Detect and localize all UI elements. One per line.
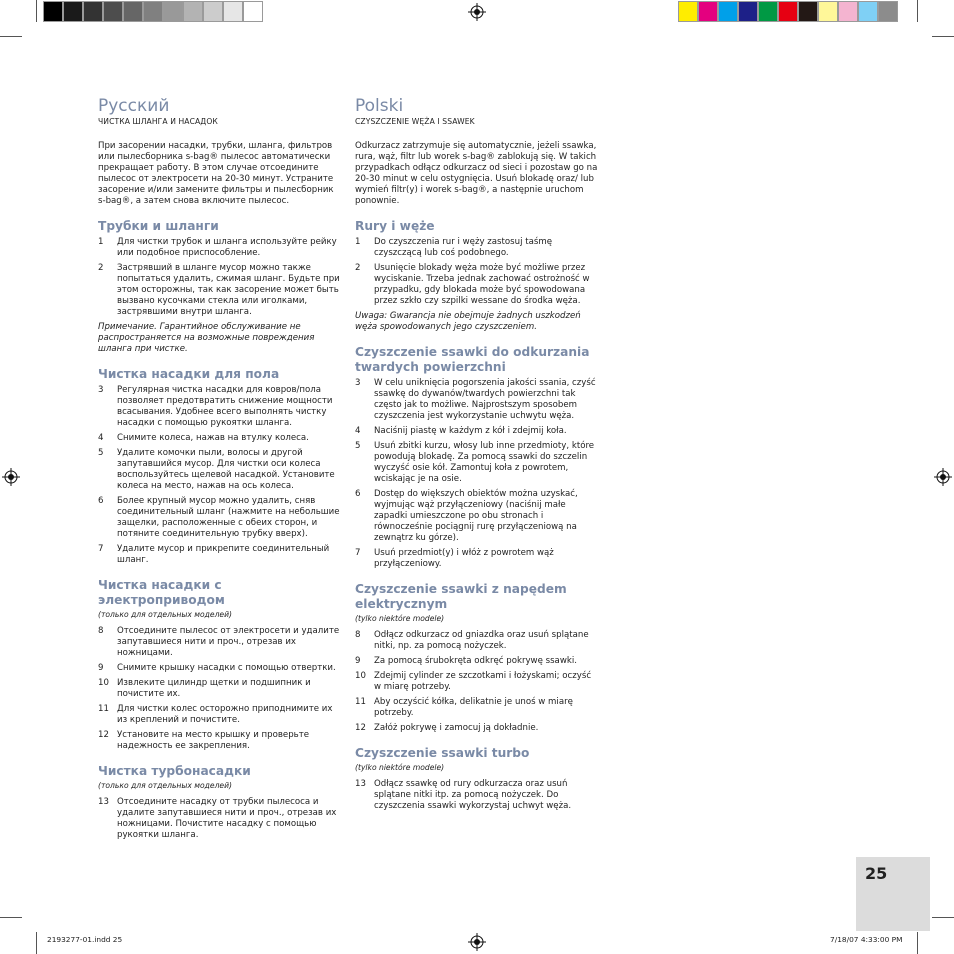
model-note: (только для отдельных моделей) xyxy=(98,781,233,790)
item-number: 3 xyxy=(355,378,361,388)
polish-column xyxy=(355,97,600,816)
list-item xyxy=(355,378,600,422)
list-item xyxy=(98,663,343,674)
item-number: 12 xyxy=(355,723,366,733)
item-number: 9 xyxy=(355,656,361,666)
item-text: Załóż pokrywę i zamocuj ją dokładnie. xyxy=(374,723,539,733)
item-text: Zdejmij cylinder ze szczotkami i łożyskami; oczyść w miarę potrzeby. xyxy=(374,671,592,692)
item-text: Odłącz odkurzacz od gniazdka oraz usuń splątane nitki, np. za pomocą nożyczek. xyxy=(374,630,589,651)
language-heading: Русский xyxy=(98,96,170,116)
instruction-list xyxy=(355,237,600,307)
item-text: Установите на место крышку и проверьте надежность ее закрепления. xyxy=(117,730,310,751)
color-swatch xyxy=(738,1,758,22)
model-note: (tylko niektóre modele) xyxy=(355,614,445,623)
color-swatch xyxy=(163,1,183,22)
list-item xyxy=(98,626,343,659)
section-heading: Czyszczenie ssawki z napędem elektrycznym xyxy=(355,582,567,611)
instruction-list xyxy=(98,237,343,318)
note-text: Примечание. Гарантийное обслуживание не распространяется на возможные повреждения шланга при чистке. xyxy=(98,322,315,354)
instruction-list xyxy=(355,779,600,812)
item-text: Удалите комочки пыли, волосы и другой запутавшийся мусор. Для чистки оси колеса воспользуйтесь щелевой насадкой. Установите колеса на место, нажав на ось колеса. xyxy=(117,448,335,491)
item-number: 5 xyxy=(355,441,361,451)
item-number: 6 xyxy=(355,489,361,499)
instruction-list xyxy=(98,626,343,752)
list-item xyxy=(98,797,343,841)
list-item xyxy=(98,544,343,566)
color-swatch xyxy=(698,1,718,22)
color-swatch xyxy=(43,1,63,22)
color-swatch xyxy=(838,1,858,22)
list-item xyxy=(355,426,600,437)
list-item xyxy=(98,448,343,492)
list-item xyxy=(355,263,600,307)
item-text: Для чистки трубок и шланга используйте рейку или подобное приспособление. xyxy=(117,237,337,258)
list-item xyxy=(355,237,600,259)
list-item xyxy=(355,630,600,652)
color-swatch xyxy=(858,1,878,22)
list-item xyxy=(98,496,343,540)
crop-mark xyxy=(932,917,954,918)
list-item xyxy=(98,730,343,752)
item-number: 2 xyxy=(98,263,104,273)
section-heading: Чистка насадки для пола xyxy=(98,367,280,381)
registration-mark-icon xyxy=(934,468,952,486)
item-text: Для чистки колес осторожно приподнимите их из креплений и почистите. xyxy=(117,704,333,725)
item-number: 8 xyxy=(355,630,361,640)
crop-mark xyxy=(36,932,37,954)
list-item xyxy=(98,385,343,429)
item-number: 8 xyxy=(98,626,104,636)
section-heading: Чистка турбонасадки xyxy=(98,764,251,778)
item-text: Отсоедините пылесос от электросети и удалите запутавшиеся нити и проч., отрезав их ножницами. xyxy=(117,626,340,658)
item-text: Застрявший в шланге мусор можно также попытаться удалить, сжимая шланг. Будьте при этом осторожны, так как засорение может быть вызвано кусочками стекла или иголками, застрявшими внутри шланга. xyxy=(117,263,340,317)
item-number: 13 xyxy=(98,797,109,807)
list-item xyxy=(355,671,600,693)
list-item xyxy=(355,489,600,544)
color-swatch xyxy=(718,1,738,22)
item-number: 5 xyxy=(98,448,104,458)
crop-mark xyxy=(917,0,918,22)
item-text: Удалите мусор и прикрепите соединительный шланг. xyxy=(117,544,330,565)
item-number: 2 xyxy=(355,263,361,273)
item-number: 9 xyxy=(98,663,104,673)
list-item xyxy=(355,441,600,485)
list-item xyxy=(98,433,343,444)
item-number: 12 xyxy=(98,730,109,740)
item-number: 6 xyxy=(98,496,104,506)
color-swatch xyxy=(678,1,698,22)
color-swatch xyxy=(103,1,123,22)
instruction-list xyxy=(98,797,343,841)
color-swatch xyxy=(778,1,798,22)
color-swatch xyxy=(83,1,103,22)
instruction-list xyxy=(355,378,600,570)
item-number: 7 xyxy=(98,544,104,554)
item-number: 4 xyxy=(355,426,361,436)
list-item xyxy=(98,237,343,259)
item-text: Usuń zbitki kurzu, włosy lub inne przedmioty, które powodują blokadę. Za pomocą ssawki do szczelin wyczyść osie kół. Zamontuj koła z powrotem, wciskając je na osie. xyxy=(374,441,595,484)
crop-mark xyxy=(0,36,22,37)
item-number: 7 xyxy=(355,548,361,558)
item-number: 11 xyxy=(355,697,366,707)
crop-mark xyxy=(36,0,37,22)
footer-timestamp: 7/18/07 4:33:00 PM xyxy=(830,935,903,944)
color-swatch xyxy=(203,1,223,22)
item-number: 11 xyxy=(98,704,109,714)
item-text: Снимите колеса, нажав на втулку колеса. xyxy=(117,433,309,443)
color-swatch xyxy=(243,1,263,22)
model-note: (только для отдельных моделей) xyxy=(98,610,233,619)
footer-file-info: 2193277-01.indd 25 xyxy=(47,935,123,944)
item-text: Aby oczyścić kółka, delikatnie je unoś w miarę potrzeby. xyxy=(374,697,573,718)
page-number-box xyxy=(856,857,930,931)
instruction-list xyxy=(98,385,343,566)
item-number: 10 xyxy=(98,678,109,688)
page-number: 25 xyxy=(865,864,888,883)
item-text: Снимите крышку насадки с помощью отвертки. xyxy=(117,663,336,673)
intro-paragraph: Odkurzacz zatrzymuje się automatycznie, jeżeli ssawka, rura, wąż, filtr lub worek s-bag® zablokują się. W takich przypadkach odłącz odkurzacz od sieci i pozostaw go na 20-30 minut w celu ostygnięcia. Usuń blokadę oraz/ lub wymień filtr(y) i worek s-bag®, a następnie uruchom ponownie. xyxy=(355,141,598,206)
item-text: Отсоедините насадку от трубки пылесоса и удалите запутавшиеся нити и проч., отрезав их ножницами. Почистите насадку с помощью рукоятки шланга. xyxy=(117,797,337,840)
instruction-list xyxy=(355,630,600,734)
crop-mark xyxy=(917,932,918,954)
list-item xyxy=(355,723,600,734)
section-heading: Czyszczenie ssawki turbo xyxy=(355,746,530,760)
color-swatch xyxy=(223,1,243,22)
item-text: Извлеките цилиндр щетки и подшипник и почистите их. xyxy=(117,678,311,699)
section-subtitle: ЧИСТКА ШЛАНГА И НАСАДОК xyxy=(98,117,218,126)
item-number: 1 xyxy=(355,237,361,247)
item-number: 10 xyxy=(355,671,366,681)
language-heading: Polski xyxy=(355,96,404,116)
section-heading: Czyszczenie ssawki do odkurzania twardych powierzchni xyxy=(355,345,590,374)
registration-mark-icon xyxy=(2,468,20,486)
item-number: 4 xyxy=(98,433,104,443)
color-swatch xyxy=(798,1,818,22)
color-swatch xyxy=(143,1,163,22)
item-text: Do czyszczenia rur i węży zastosuj taśmę czyszczącą lub coś podobnego. xyxy=(374,237,552,258)
list-item xyxy=(355,779,600,812)
crop-mark xyxy=(932,36,954,37)
item-number: 13 xyxy=(355,779,366,789)
section-heading: Чистка насадки с электроприводом xyxy=(98,578,225,607)
item-text: Dostęp do większych obiektów można uzyskać, wyjmując wąż przyłączeniowy (naciśnij małe zapadki umieszczone po obu stronach i równocześnie pociągnij rurę przyłączeniową na zewnątrz ku górze). xyxy=(374,489,578,543)
list-item xyxy=(355,548,600,570)
item-text: Более крупный мусор можно удалить, сняв соединительный шланг (нажмите на небольшие защелки, расположенные с обеих сторон, и потяните соединительную трубку вверх). xyxy=(117,496,340,539)
item-text: Odłącz ssawkę od rury odkurzacza oraz usuń splątane nitki itp. za pomocą nożyczek. Do czyszczenia ssawki wykorzystaj uchwyt węża. xyxy=(374,779,572,811)
registration-mark-icon xyxy=(468,933,486,951)
note-text: Uwaga: Gwarancja nie obejmuje żadnych uszkodzeń węża spowodowanych jego czyszczeniem. xyxy=(355,311,581,332)
color-swatch xyxy=(183,1,203,22)
item-text: Usunięcie blokady węża może być możliwe przez wyciskanie. Trzeba jednak zachować ostrożność w przypadku, gdy blokada może być spowodowana przez szkło czy szpilki wessane do środka węża. xyxy=(374,263,590,306)
item-text: Naciśnij piastę w każdym z kół i zdejmij koła. xyxy=(374,426,567,436)
color-swatch xyxy=(123,1,143,22)
item-text: Usuń przedmiot(y) i włóż z powrotem wąż przyłączeniowy. xyxy=(374,548,554,569)
list-item xyxy=(355,697,600,719)
section-heading: Rury i węże xyxy=(355,219,435,233)
list-item xyxy=(98,678,343,700)
color-swatch xyxy=(818,1,838,22)
color-swatch xyxy=(878,1,898,22)
list-item xyxy=(98,263,343,318)
section-heading: Трубки и шланги xyxy=(98,219,219,233)
item-text: Za pomocą śrubokręta odkręć pokrywę ssawki. xyxy=(374,656,577,666)
registration-mark-icon xyxy=(468,3,486,21)
item-number: 3 xyxy=(98,385,104,395)
process-color-bar xyxy=(678,1,898,22)
section-subtitle: CZYSZCZENIE WĘŻA I SSAWEK xyxy=(355,117,475,126)
intro-paragraph: При засорении насадки, трубки, шланга, фильтров или пылесборника s-bag® пылесос автоматически прекращает работу. В этом случае отсоедините пылесос от электросети на 20-30 минут. Устраните засорение и/или замените фильтры и пылесборник s-bag®, а затем снова включите пылесос. xyxy=(98,141,334,206)
model-note: (tylko niektóre modele) xyxy=(355,763,445,772)
list-item xyxy=(355,656,600,667)
item-text: Регулярная чистка насадки для ковров/пола позволяет предотвратить снижение мощности всасывания. Удобнее всего выполнять чистку насадки с помощью рукоятки шланга. xyxy=(117,385,333,428)
russian-column xyxy=(98,97,343,845)
color-swatch xyxy=(758,1,778,22)
item-text: W celu uniknięcia pogorszenia jakości ssania, czyść ssawkę do dywanów/twardych powierzchni tak często jak to możliwe. Najprostszym sposobem czyszczenia jest wykorzystanie uchwytu węża. xyxy=(374,378,596,421)
list-item xyxy=(98,704,343,726)
grayscale-color-bar xyxy=(43,1,263,22)
item-number: 1 xyxy=(98,237,104,247)
color-swatch xyxy=(63,1,83,22)
crop-mark xyxy=(0,917,22,918)
